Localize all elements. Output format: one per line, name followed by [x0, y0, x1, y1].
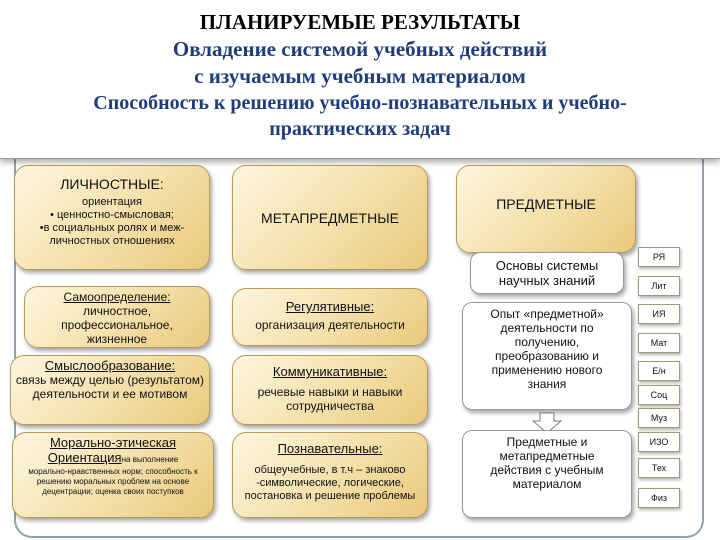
personal-box: [14, 165, 210, 270]
experience-box: [462, 302, 632, 410]
meta-title: МЕТАПРЕДМЕТНЫЕ: [261, 210, 399, 226]
header-line-2: с изучаемым учебным материалом: [194, 64, 526, 88]
communicative-title: Коммуникативные:: [272, 364, 388, 379]
subject-tag-music: Муз: [638, 408, 680, 428]
subject-tag-lit: Лит: [638, 276, 680, 296]
self-determination-text: личностное, профессиональное, жизненное: [61, 304, 173, 346]
meta-box: [232, 165, 428, 270]
header-title: ПЛАНИРУЕМЫЕ РЕЗУЛЬТАТЫ: [199, 10, 521, 34]
subject-tag-foreign-lang: ИЯ: [638, 304, 680, 324]
experience-text: Опыт «предметной» деятельности по получению, преобразованию и применению нового знания: [490, 307, 604, 391]
header-line-4: практических задач: [269, 118, 451, 140]
regulatory-box: [232, 288, 428, 346]
cognitive-title: Познавательные:: [277, 441, 383, 456]
self-determination-box: [24, 286, 210, 348]
header-line-1: Овладение системой учебных действий: [172, 37, 548, 61]
subject-tag-ru: РЯ: [638, 247, 680, 267]
regulatory-title: Регулятивные:: [285, 299, 375, 314]
personal-line-1: ориентация: [81, 196, 142, 208]
moral-text: морально-нравственных норм; способность к решению моральных проблем на основе децентрации; оценка своих поступков: [28, 467, 198, 496]
moral-title-2: Ориентация: [47, 450, 122, 465]
personal-title: ЛИЧНОСТНЫЕ:: [60, 176, 164, 192]
subject-actions-text: Предметные и метапредметные действия с учебным материалом: [490, 435, 604, 491]
subject-tag-art: ИЗО: [638, 432, 680, 452]
moral-title-2-note: на выполнение: [121, 455, 179, 464]
communicative-box: [232, 355, 428, 425]
subject-box: [456, 165, 636, 253]
subject-tag-pe: Физ: [638, 488, 680, 508]
cognitive-text: общеучебные, в т.ч – знаково -символические, логические, постановка и решение проблемы: [244, 464, 416, 502]
meaning-title: Смыслообразование:: [44, 358, 176, 373]
moral-box: [12, 432, 214, 518]
communicative-text: речевые навыки и навыки сотрудничества: [257, 385, 403, 413]
meaning-box: [10, 355, 210, 425]
subject-tag-tech: Тех: [638, 458, 680, 478]
cognitive-box: [232, 432, 428, 518]
self-determination-title: Самоопределение:: [63, 290, 171, 304]
subject-tag-social: Соц: [638, 385, 680, 405]
moral-title: Морально-этическая: [49, 435, 177, 450]
regulatory-text: организация деятельности: [255, 318, 405, 332]
subject-actions-box: [462, 430, 632, 518]
personal-line-3: •в социальных ролях и меж-: [39, 222, 185, 234]
header-line-3: Способность к решению учебно-познавательных и учебно-: [93, 92, 627, 114]
subject-title: ПРЕДМЕТНЫЕ: [496, 196, 596, 212]
personal-line-4: личностных отношениях: [49, 235, 175, 247]
personal-line-2: • ценностно-смысловая;: [50, 209, 174, 221]
meaning-text: связь между целью (результатом) деятельности и ее мотивом: [15, 373, 205, 401]
basics-box: [470, 252, 624, 294]
header-panel: [0, 0, 720, 159]
subject-tag-math: Мат: [638, 333, 680, 353]
basics-text: Основы системы научных знаний: [495, 258, 599, 288]
subject-tag-science: Е/н: [638, 361, 680, 381]
